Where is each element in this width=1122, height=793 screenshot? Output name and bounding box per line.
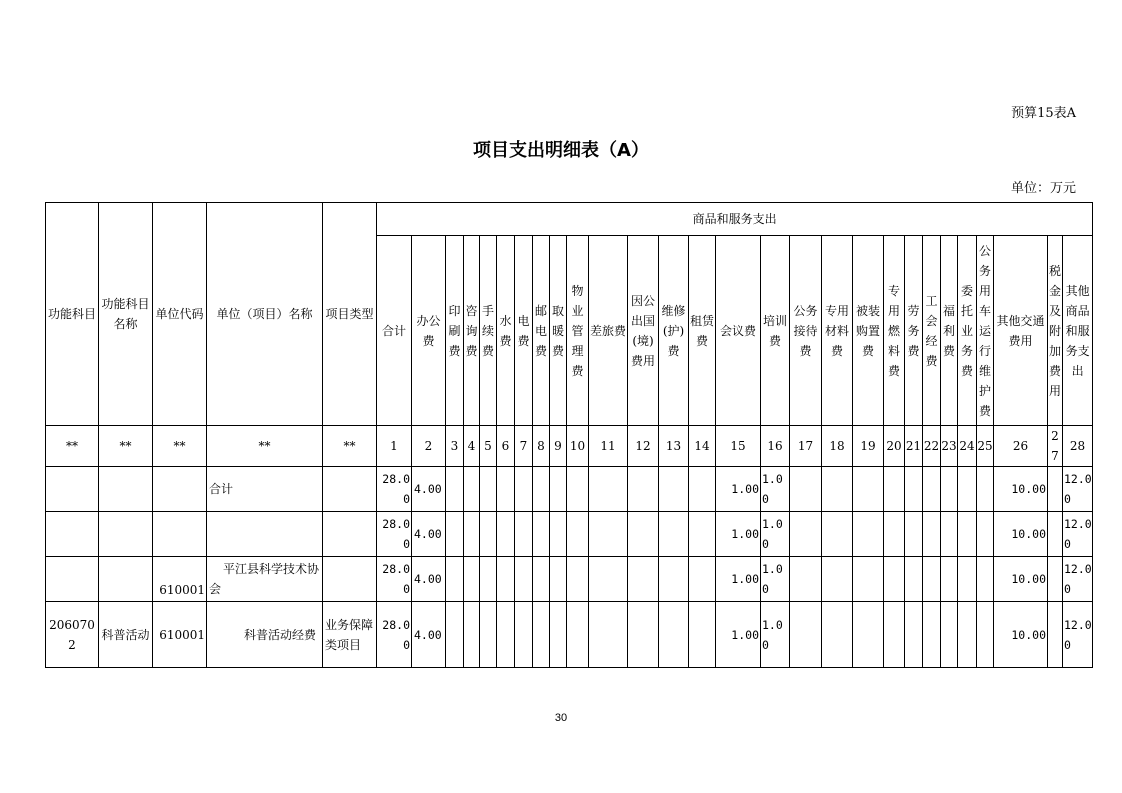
index-cell: 9 [550, 426, 567, 467]
total-cell: 28.00 [377, 557, 412, 602]
index-cell: 8 [533, 426, 550, 467]
index-cell: 24 [958, 426, 977, 467]
index-cell: 3 [446, 426, 464, 467]
func-code-cell: 2060702 [46, 602, 99, 668]
col-header-24: 委托业务费 [958, 236, 977, 426]
func-name-cell [99, 512, 153, 557]
unit-name-cell: 平江县科学技术协会 [207, 557, 323, 602]
col-header-21: 劳务费 [905, 236, 923, 426]
func-code-cell [46, 512, 99, 557]
index-cell: 21 [905, 426, 923, 467]
col-header-11: 差旅费 [589, 236, 628, 426]
col-header-7: 电费 [515, 236, 533, 426]
col-header-6: 水费 [497, 236, 515, 426]
index-cell: 11 [589, 426, 628, 467]
index-cell: ** [46, 426, 99, 467]
unit-name-cell [207, 512, 323, 557]
meeting-cell: 1.00 [716, 512, 761, 557]
table-row [46, 467, 1093, 512]
index-cell: 16 [761, 426, 790, 467]
unit-label: 单位：万元 [1010, 181, 1076, 196]
index-cell: 7 [515, 426, 533, 467]
header-func-name: 功能科目名称 [99, 203, 153, 426]
group-header-row [46, 203, 1093, 236]
other-goods-cell: 12.00 [1063, 602, 1093, 668]
index-cell: 28 [1063, 426, 1093, 467]
header-func-code: 功能科目 [46, 203, 99, 426]
header-unit-name: 单位（项目）名称 [207, 203, 323, 426]
other-transport-cell: 10.00 [994, 467, 1048, 512]
func-code-cell [46, 557, 99, 602]
col-header-4: 咨询费 [464, 236, 480, 426]
office-cell: 4.00 [412, 557, 446, 602]
office-cell: 4.00 [412, 602, 446, 668]
other-transport-cell: 10.00 [994, 602, 1048, 668]
unit-code-cell [153, 512, 207, 557]
training-cell: 1.00 [761, 467, 790, 512]
table-id: 预算15表A [1011, 106, 1076, 121]
col-header-2: 办公费 [412, 236, 446, 426]
col-header-23: 福利费 [941, 236, 958, 426]
func-name-cell [99, 467, 153, 512]
col-header-22: 工会经费 [923, 236, 941, 426]
index-cell: ** [323, 426, 377, 467]
col-header-14: 租赁费 [689, 236, 716, 426]
col-header-18: 专用材料费 [822, 236, 853, 426]
col-header-13: 维修(护)费 [659, 236, 689, 426]
other-goods-cell: 12.00 [1063, 512, 1093, 557]
training-cell: 1.00 [761, 512, 790, 557]
func-name-cell: 科普活动 [99, 602, 153, 668]
col-header-27: 税金及附加费用 [1048, 236, 1063, 426]
index-cell: ** [99, 426, 153, 467]
index-cell: 25 [977, 426, 994, 467]
project-type-cell: 业务保障类项目 [323, 602, 377, 668]
office-cell: 4.00 [412, 467, 446, 512]
table-row [46, 512, 1093, 557]
col-header-20: 专用燃料费 [884, 236, 905, 426]
index-cell: 10 [567, 426, 589, 467]
index-row [46, 426, 1093, 467]
index-cell: 2 [412, 426, 446, 467]
unit-code-cell: 610001 [153, 557, 207, 602]
index-cell: 14 [689, 426, 716, 467]
header-unit-code: 单位代码 [153, 203, 207, 426]
table-row [46, 557, 1093, 602]
other-transport-cell: 10.00 [994, 557, 1048, 602]
index-cell: 23 [941, 426, 958, 467]
index-cell: 26 [994, 426, 1048, 467]
table-row [46, 602, 1093, 668]
col-header-15: 会议费 [716, 236, 761, 426]
other-transport-cell: 10.00 [994, 512, 1048, 557]
project-type-cell [323, 467, 377, 512]
unit-code-cell: 610001 [153, 602, 207, 668]
page-number: 30 [554, 712, 568, 724]
index-cell: 15 [716, 426, 761, 467]
total-cell: 28.00 [377, 467, 412, 512]
col-header-3: 印刷费 [446, 236, 464, 426]
index-cell: 22 [923, 426, 941, 467]
total-cell: 28.00 [377, 512, 412, 557]
index-cell: 19 [853, 426, 884, 467]
func-code-cell [46, 467, 99, 512]
col-header-28: 其他商品和服务支出 [1063, 236, 1093, 426]
index-cell: 13 [659, 426, 689, 467]
col-header-26: 其他交通费用 [994, 236, 1048, 426]
index-cell: 12 [628, 426, 659, 467]
unit-code-cell [153, 467, 207, 512]
index-cell: ** [153, 426, 207, 467]
other-goods-cell: 12.00 [1063, 467, 1093, 512]
index-cell: 20 [884, 426, 905, 467]
page-title: 项目支出明细表（A） [473, 140, 649, 161]
project-type-cell [323, 512, 377, 557]
index-cell: 27 [1048, 426, 1063, 467]
total-cell: 28.00 [377, 602, 412, 668]
unit-name-cell: 科普活动经费 [207, 602, 323, 668]
index-cell: 18 [822, 426, 853, 467]
col-header-12: 因公出国(境)费用 [628, 236, 659, 426]
col-header-5: 手续费 [480, 236, 497, 426]
meeting-cell: 1.00 [716, 467, 761, 512]
meeting-cell: 1.00 [716, 602, 761, 668]
training-cell: 1.00 [761, 602, 790, 668]
training-cell: 1.00 [761, 557, 790, 602]
other-goods-cell: 12.00 [1063, 557, 1093, 602]
project-type-cell [323, 557, 377, 602]
index-cell: 6 [497, 426, 515, 467]
col-header-16: 培训费 [761, 236, 790, 426]
index-cell: 4 [464, 426, 480, 467]
meeting-cell: 1.00 [716, 557, 761, 602]
index-cell: 17 [790, 426, 822, 467]
expenditure-table [45, 202, 1093, 668]
unit-name-cell: 合计 [207, 467, 323, 512]
col-header-17: 公务接待费 [790, 236, 822, 426]
index-cell: 1 [377, 426, 412, 467]
col-header-10: 物业管理费 [567, 236, 589, 426]
col-header-25: 公务用车运行维护费 [977, 236, 994, 426]
office-cell: 4.00 [412, 512, 446, 557]
index-cell: 5 [480, 426, 497, 467]
group-header: 商品和服务支出 [377, 203, 1093, 236]
col-header-8: 邮电费 [533, 236, 550, 426]
col-header-9: 取暖费 [550, 236, 567, 426]
header-project-type: 项目类型 [323, 203, 377, 426]
func-name-cell [99, 557, 153, 602]
col-header-1: 合计 [377, 236, 412, 426]
index-cell: ** [207, 426, 323, 467]
col-header-19: 被装购置费 [853, 236, 884, 426]
